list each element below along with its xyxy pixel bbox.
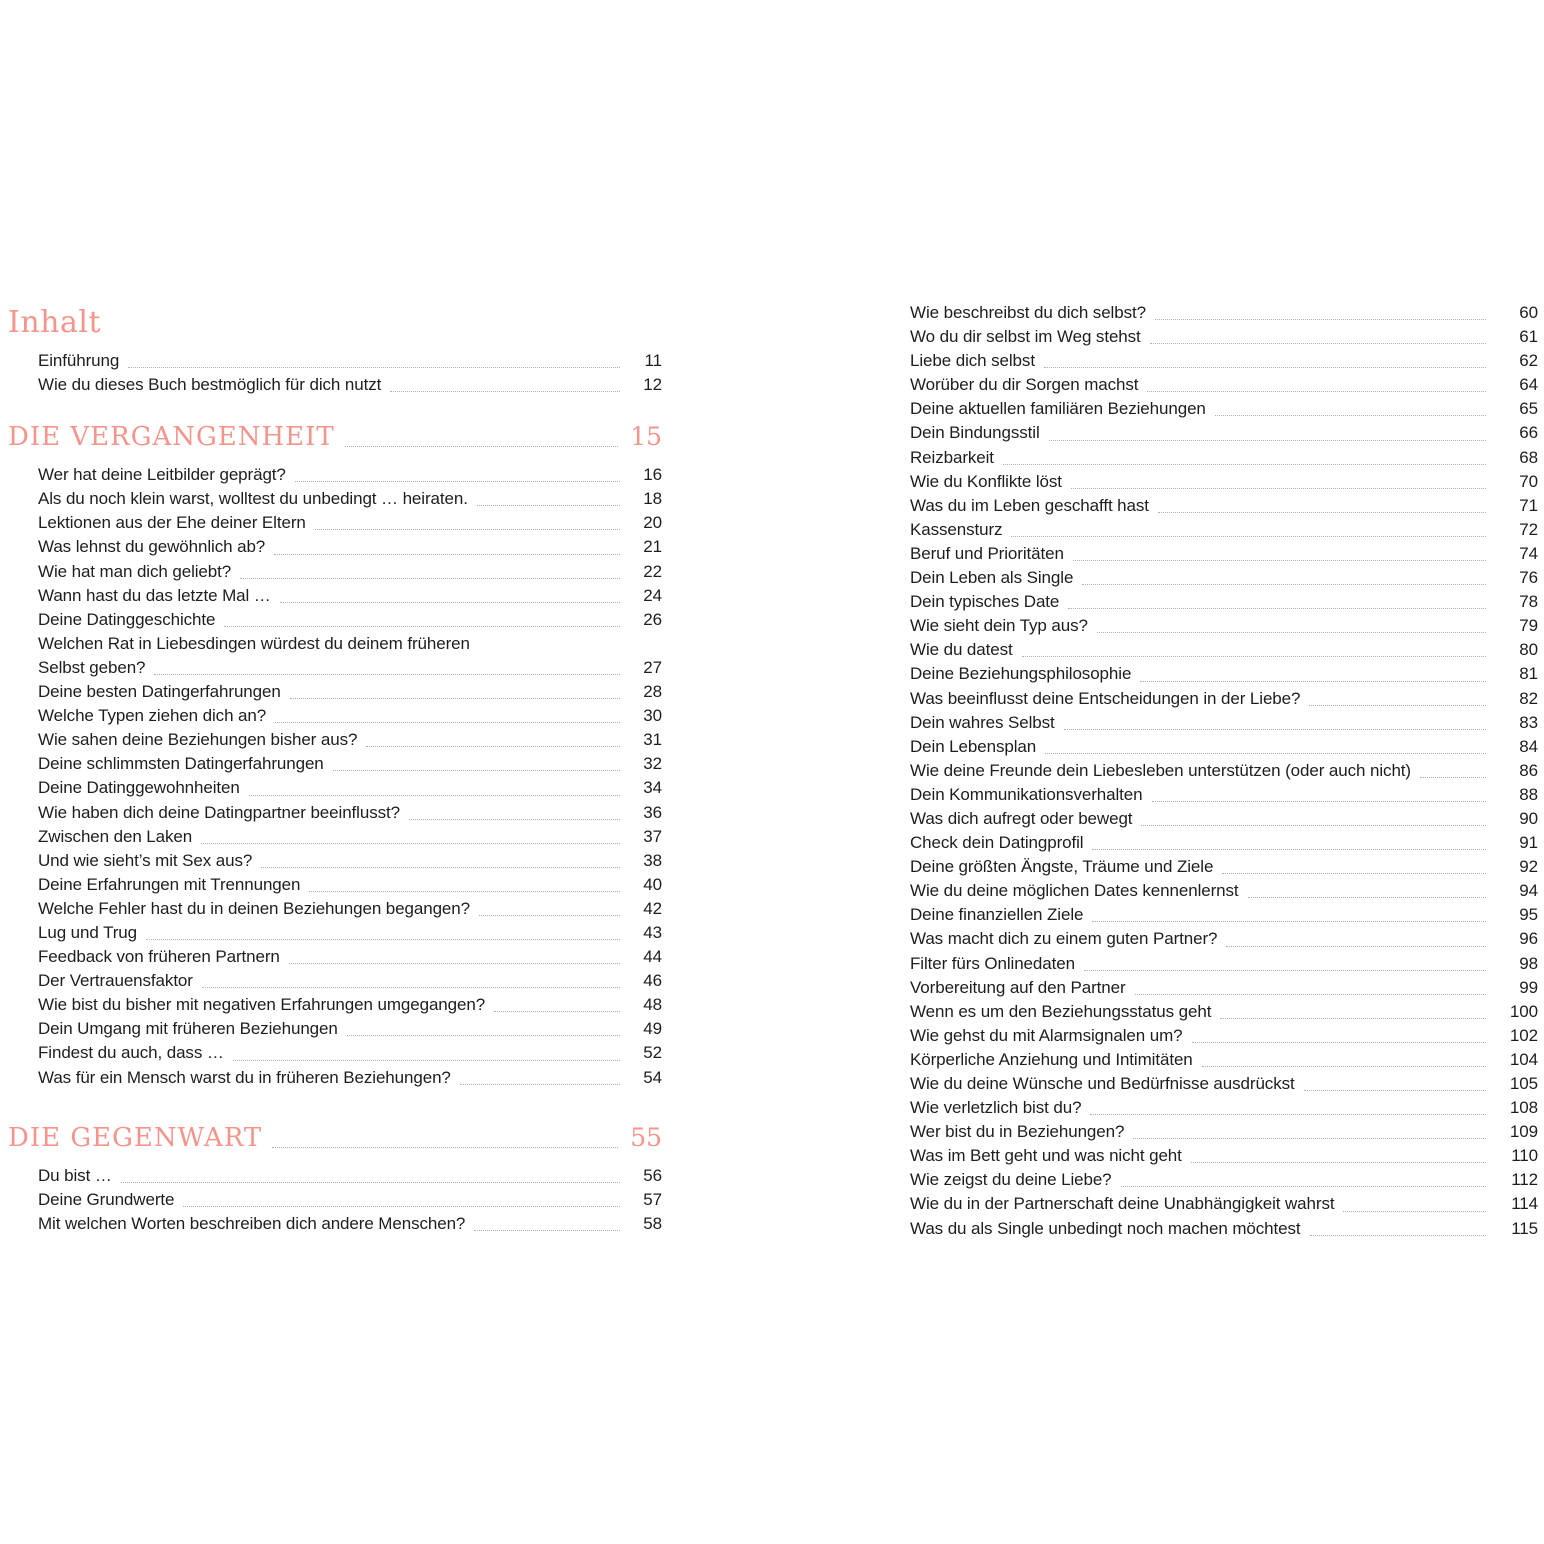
toc-entry-page: 91 bbox=[1519, 833, 1538, 853]
toc-entry-label: Wenn es um den Beziehungsstatus geht bbox=[910, 1001, 1212, 1021]
toc-entry bbox=[38, 728, 662, 752]
dot-leader bbox=[347, 1035, 620, 1036]
toc-entry bbox=[38, 945, 662, 969]
toc-entry-page: 11 bbox=[644, 351, 662, 370]
toc-entry bbox=[38, 535, 662, 559]
toc-entry bbox=[910, 518, 1538, 542]
toc-entry-label: Feedback von früheren Partnern bbox=[38, 947, 280, 967]
toc-entry-page: 104 bbox=[1509, 1049, 1538, 1069]
dot-leader bbox=[1343, 1211, 1486, 1212]
toc-entry-page: 94 bbox=[1519, 881, 1538, 901]
toc-entry-label: Wer hat deine Leitbilder geprägt? bbox=[38, 465, 286, 485]
dot-leader bbox=[315, 529, 620, 530]
toc-entry-page: 24 bbox=[643, 585, 662, 605]
toc-entry-page: 40 bbox=[643, 874, 662, 894]
toc-entry-page: 22 bbox=[643, 561, 662, 581]
toc-entry-page: 70 bbox=[1519, 471, 1538, 491]
toc-entry-label: Welchen Rat in Liebesdingen würdest du deinem früheren bbox=[38, 633, 470, 653]
toc-entry-label: Deine schlimmsten Datingerfahrungen bbox=[38, 754, 324, 774]
dot-leader bbox=[1044, 367, 1486, 368]
dot-leader bbox=[333, 770, 620, 771]
dot-leader bbox=[280, 602, 620, 603]
dot-leader bbox=[202, 987, 620, 988]
dot-leader bbox=[345, 446, 618, 447]
toc-entry-label: Dein Bindungsstil bbox=[910, 423, 1040, 443]
dot-leader bbox=[409, 819, 620, 820]
toc-entry bbox=[38, 1188, 662, 1212]
toc-entry-page: 66 bbox=[1519, 423, 1538, 443]
toc-entry bbox=[910, 807, 1538, 831]
toc-entry-label: Mit welchen Worten beschreiben dich andere Menschen? bbox=[38, 1213, 466, 1233]
dot-leader bbox=[261, 867, 620, 868]
dot-leader bbox=[1068, 608, 1486, 609]
toc-entry-page: 36 bbox=[643, 802, 662, 822]
toc-entry bbox=[910, 470, 1538, 494]
toc-entry bbox=[910, 1217, 1538, 1241]
toc-entry-page: 58 bbox=[643, 1213, 662, 1233]
dot-leader bbox=[1191, 1162, 1486, 1163]
dot-leader bbox=[1090, 1114, 1486, 1115]
toc-entry-label: Deine größten Ängste, Träume und Ziele bbox=[910, 857, 1214, 877]
toc-entry-page: 74 bbox=[1519, 543, 1538, 563]
dot-leader bbox=[290, 698, 620, 699]
dot-leader bbox=[494, 1011, 620, 1012]
toc-entry bbox=[910, 903, 1538, 927]
dot-leader bbox=[477, 505, 620, 506]
toc-entry-label: Selbst geben? bbox=[38, 657, 146, 677]
toc-entry-page: 60 bbox=[1519, 303, 1538, 322]
toc-entry bbox=[38, 373, 662, 397]
toc-entry-page: 32 bbox=[643, 754, 662, 774]
toc-entry-page: 96 bbox=[1519, 929, 1538, 949]
toc-entry-page: 28 bbox=[643, 682, 662, 702]
section-page: 15 bbox=[630, 422, 662, 452]
toc-entry-page: 20 bbox=[643, 513, 662, 533]
dot-leader bbox=[1011, 536, 1486, 537]
toc-entry-label: Vorbereitung auf den Partner bbox=[910, 977, 1126, 997]
toc-entry-page: 81 bbox=[1519, 664, 1538, 684]
toc-entry-label: Filter fürs Onlinedaten bbox=[910, 953, 1075, 973]
toc-entry bbox=[38, 921, 662, 945]
dot-leader bbox=[479, 915, 620, 916]
toc-entry-label: Wie haben dich deine Datingpartner beeinflusst? bbox=[38, 802, 400, 822]
toc-entry bbox=[38, 752, 662, 776]
toc-entry-page: 42 bbox=[643, 898, 662, 918]
dot-leader bbox=[272, 1147, 618, 1148]
dot-leader bbox=[295, 481, 620, 482]
toc-entry-page: 44 bbox=[643, 947, 662, 967]
dot-leader bbox=[1152, 801, 1487, 802]
toc-section-list bbox=[8, 1164, 662, 1236]
toc-entry-page: 76 bbox=[1519, 568, 1538, 588]
dot-leader bbox=[1082, 584, 1486, 585]
toc-entry-label: Wie deine Freunde dein Liebesleben unterstützen (oder auch nicht) bbox=[910, 760, 1411, 780]
toc-entry-page: 49 bbox=[643, 1019, 662, 1039]
toc-entry bbox=[910, 662, 1538, 686]
toc-entry-page: 82 bbox=[1519, 688, 1538, 708]
toc-entry-page: 64 bbox=[1519, 375, 1538, 395]
toc-entry-label: Wie sahen deine Beziehungen bisher aus? bbox=[38, 730, 358, 750]
dot-leader bbox=[275, 722, 620, 723]
dot-leader bbox=[1158, 512, 1486, 513]
dot-leader bbox=[1248, 897, 1486, 898]
toc-entry-page: 62 bbox=[1519, 351, 1538, 371]
toc-entry-label: Einführung bbox=[38, 351, 120, 370]
toc-entry bbox=[38, 463, 662, 487]
toc-entry-page: 12 bbox=[643, 375, 662, 395]
toc-entry-page: 114 bbox=[1511, 1194, 1538, 1214]
toc-entry bbox=[910, 373, 1538, 397]
toc-entry-page: 31 bbox=[643, 730, 662, 750]
dot-leader bbox=[1092, 921, 1486, 922]
toc-section-list bbox=[8, 463, 662, 1089]
toc-entry bbox=[910, 879, 1538, 903]
section-heading: DIE GEGENWART bbox=[8, 1122, 263, 1153]
toc-entry-page: 18 bbox=[643, 489, 662, 509]
toc-entry-label: Was beeinflusst deine Entscheidungen in der Liebe? bbox=[910, 688, 1301, 708]
toc-entry bbox=[910, 1120, 1538, 1144]
toc-entry-label: Wie bist du bisher mit negativen Erfahrungen umgegangen? bbox=[38, 995, 486, 1015]
toc-entry-label: Wie verletzlich bist du? bbox=[910, 1098, 1082, 1118]
dot-leader bbox=[121, 1182, 620, 1183]
toc-entry bbox=[910, 1024, 1538, 1048]
toc-entry-label: Zwischen den Laken bbox=[38, 826, 193, 846]
toc-entry-label: Lug und Trug bbox=[38, 922, 137, 942]
toc-entry-label: Was dich aufregt oder bewegt bbox=[910, 808, 1133, 828]
toc-entry bbox=[38, 849, 662, 873]
toc-entry-page: 57 bbox=[643, 1189, 662, 1209]
toc-entry-page: 83 bbox=[1519, 712, 1538, 732]
toc-entry-page: 90 bbox=[1519, 808, 1538, 828]
toc-entry bbox=[38, 825, 662, 849]
toc-entry-label: Deine Beziehungsphilosophie bbox=[910, 664, 1132, 684]
toc-intro-list bbox=[8, 349, 662, 397]
toc-entry-label: Als du noch klein warst, wolltest du unbedingt … heiraten. bbox=[38, 489, 468, 509]
toc-entry-label: Reizbarkeit bbox=[910, 447, 994, 467]
dot-leader bbox=[460, 1084, 620, 1085]
toc-entry-label: Findest du auch, dass … bbox=[38, 1043, 224, 1063]
toc-entry-label: Deine besten Datingerfahrungen bbox=[38, 682, 281, 702]
dot-leader bbox=[390, 391, 620, 392]
toc-entry-page: 105 bbox=[1509, 1074, 1538, 1093]
toc-entry-page: 21 bbox=[643, 537, 662, 557]
toc-entry-page: 37 bbox=[643, 826, 662, 846]
toc-entry bbox=[38, 1017, 662, 1041]
toc-entry bbox=[910, 614, 1538, 638]
dot-leader bbox=[240, 578, 620, 579]
toc-entry-label: Dein Kommunikationsverhalten bbox=[910, 784, 1143, 804]
toc-entry-label: Deine aktuellen familiären Beziehungen bbox=[910, 399, 1206, 419]
dot-leader bbox=[1226, 946, 1486, 947]
dot-leader bbox=[1121, 1186, 1486, 1187]
toc-entry-label: Wie du deine möglichen Dates kennenlernst bbox=[910, 881, 1239, 901]
dot-leader bbox=[233, 1060, 620, 1061]
toc-entry bbox=[38, 584, 662, 608]
toc-entry-page: 110 bbox=[1511, 1146, 1538, 1166]
toc-entry-label: Der Vertrauensfaktor bbox=[38, 971, 193, 991]
section-heading-row bbox=[8, 418, 662, 456]
toc-entry-label: Deine Datinggeschichte bbox=[38, 609, 216, 629]
toc-entry-page: 61 bbox=[1519, 327, 1538, 347]
toc-entry bbox=[910, 638, 1538, 662]
toc-entry-label: Was lehnst du gewöhnlich ab? bbox=[38, 537, 266, 557]
toc-left-page bbox=[8, 306, 662, 1236]
toc-entry-label: Deine Erfahrungen mit Trennungen bbox=[38, 874, 301, 894]
toc-entry-label: Was du als Single unbedingt noch machen möchtest bbox=[910, 1218, 1301, 1238]
toc-entry bbox=[910, 301, 1538, 325]
toc-entry bbox=[910, 927, 1538, 951]
dot-leader bbox=[366, 746, 620, 747]
toc-entry bbox=[38, 487, 662, 511]
toc-entry-label: Beruf und Prioritäten bbox=[910, 543, 1064, 563]
toc-entry-label: Kassensturz bbox=[910, 519, 1003, 539]
dot-leader bbox=[1133, 1138, 1486, 1139]
toc-entry bbox=[38, 349, 662, 373]
toc-entry-page: 68 bbox=[1519, 447, 1538, 467]
toc-entry bbox=[38, 632, 662, 656]
toc-entry-page: 72 bbox=[1519, 519, 1538, 539]
toc-entry-label: Wie du deine Wünsche und Bedürfnisse ausdrückst bbox=[910, 1074, 1295, 1093]
toc-entry bbox=[910, 566, 1538, 590]
toc-entry-label: Wie du datest bbox=[910, 640, 1013, 660]
toc-entry-label: Wie zeigst du deine Liebe? bbox=[910, 1170, 1112, 1190]
toc-entry-page: 92 bbox=[1519, 857, 1538, 877]
toc-entry-page: 78 bbox=[1519, 592, 1538, 612]
toc-entry bbox=[38, 969, 662, 993]
toc-entry-page: 56 bbox=[643, 1165, 662, 1185]
dot-leader bbox=[1147, 391, 1486, 392]
dot-leader bbox=[1150, 343, 1486, 344]
toc-section-present bbox=[8, 1119, 662, 1236]
dot-leader bbox=[289, 963, 620, 964]
toc-entry-label: Liebe dich selbst bbox=[910, 351, 1035, 371]
toc-entry-label: Was macht dich zu einem guten Partner? bbox=[910, 929, 1218, 949]
toc-entry bbox=[910, 1000, 1538, 1024]
toc-entry bbox=[910, 831, 1538, 855]
toc-entry bbox=[910, 590, 1538, 614]
toc-entry-label: Wie du in der Partnerschaft deine Unabhängigkeit wahrst bbox=[910, 1194, 1335, 1214]
dot-leader bbox=[224, 626, 620, 627]
toc-entry-page: 102 bbox=[1509, 1025, 1538, 1045]
toc-entry-page: 79 bbox=[1519, 616, 1538, 636]
dot-leader bbox=[154, 674, 620, 675]
toc-entry-page: 108 bbox=[1509, 1098, 1538, 1118]
toc-entry bbox=[38, 1066, 662, 1090]
toc-entry-label: Deine Datinggewohnheiten bbox=[38, 778, 240, 798]
dot-leader bbox=[309, 891, 620, 892]
toc-entry-page: 100 bbox=[1509, 1001, 1538, 1021]
toc-entry-page: 99 bbox=[1519, 977, 1538, 997]
toc-entry bbox=[910, 976, 1538, 1000]
toc-entry bbox=[38, 680, 662, 704]
toc-entry bbox=[910, 1144, 1538, 1168]
toc-entry bbox=[38, 560, 662, 584]
toc-entry-label: Dein wahres Selbst bbox=[910, 712, 1055, 732]
toc-entry bbox=[38, 656, 662, 680]
dot-leader bbox=[1420, 777, 1486, 778]
toc-entry-label: Was du im Leben geschafft hast bbox=[910, 495, 1149, 515]
section-page: 55 bbox=[630, 1122, 662, 1152]
toc-entry-label: Deine finanziellen Ziele bbox=[910, 905, 1084, 925]
toc-entry-page: 52 bbox=[643, 1043, 662, 1063]
toc-entry-page: 43 bbox=[643, 922, 662, 942]
dot-leader bbox=[1202, 1066, 1486, 1067]
toc-entry bbox=[38, 801, 662, 825]
toc-entry-label: Dein Lebensplan bbox=[910, 736, 1037, 756]
toc-entry-label: Lektionen aus der Ehe deiner Eltern bbox=[38, 513, 306, 533]
toc-entry-page: 80 bbox=[1519, 640, 1538, 660]
dot-leader bbox=[146, 939, 620, 940]
dot-leader bbox=[1045, 753, 1486, 754]
toc-entry bbox=[910, 735, 1538, 759]
toc-entry-label: Welche Fehler hast du in deinen Beziehungen begangen? bbox=[38, 898, 470, 918]
toc-entry-label: Was für ein Mensch warst du in früheren Beziehungen? bbox=[38, 1067, 451, 1087]
toc-entry-page: 48 bbox=[643, 995, 662, 1015]
toc-entry-page: 30 bbox=[643, 706, 662, 726]
toc-entry-page: 34 bbox=[643, 778, 662, 798]
toc-entry bbox=[910, 325, 1538, 349]
toc-entry-label: Wie beschreibst du dich selbst? bbox=[910, 303, 1146, 322]
toc-entry-page: 112 bbox=[1511, 1170, 1538, 1190]
dot-leader bbox=[1192, 1042, 1486, 1043]
toc-entry-page: 54 bbox=[643, 1067, 662, 1087]
dot-leader bbox=[249, 795, 620, 796]
toc-entry bbox=[910, 759, 1538, 783]
toc-entry bbox=[910, 952, 1538, 976]
dot-leader bbox=[1064, 729, 1486, 730]
toc-entry bbox=[910, 711, 1538, 735]
toc-entry bbox=[910, 349, 1538, 373]
toc-entry-label: Dein typisches Date bbox=[910, 592, 1060, 612]
toc-entry-label: Wo du dir selbst im Weg stehst bbox=[910, 327, 1141, 347]
dot-leader bbox=[1003, 464, 1486, 465]
toc-entry-page: 115 bbox=[1511, 1218, 1538, 1238]
toc-entry-page: 109 bbox=[1509, 1122, 1538, 1142]
toc-entry-label: Deine Grundwerte bbox=[38, 1189, 175, 1209]
toc-entry-label: Und wie sieht’s mit Sex aus? bbox=[38, 850, 253, 870]
toc-entry-page: 84 bbox=[1519, 736, 1538, 756]
toc-entry bbox=[38, 608, 662, 632]
toc-entry-page: 26 bbox=[643, 609, 662, 629]
toc-entry-label: Wann hast du das letzte Mal … bbox=[38, 585, 271, 605]
toc-entry bbox=[38, 993, 662, 1017]
toc-entry bbox=[910, 687, 1538, 711]
toc-entry-label: Was im Bett geht und was nicht geht bbox=[910, 1146, 1182, 1166]
toc-entry bbox=[910, 494, 1538, 518]
toc-entry-page: 88 bbox=[1519, 784, 1538, 804]
dot-leader bbox=[274, 554, 620, 555]
dot-leader bbox=[1073, 560, 1486, 561]
toc-title: Inhalt bbox=[8, 305, 102, 340]
toc-entry-label: Wie sieht dein Typ aus? bbox=[910, 616, 1088, 636]
toc-entry-page: 27 bbox=[643, 657, 662, 677]
toc-entry-label: Dein Umgang mit früheren Beziehungen bbox=[38, 1019, 338, 1039]
toc-entry bbox=[910, 855, 1538, 879]
toc-entry-page: 86 bbox=[1519, 760, 1538, 780]
toc-entry-page: 46 bbox=[643, 971, 662, 991]
toc-entry bbox=[910, 1048, 1538, 1072]
toc-entry bbox=[910, 542, 1538, 566]
toc-entry bbox=[910, 1096, 1538, 1120]
dot-leader bbox=[201, 843, 620, 844]
dot-leader bbox=[183, 1206, 620, 1207]
toc-entry-label: Wer bist du in Beziehungen? bbox=[910, 1122, 1125, 1142]
toc-entry-label: Wie hat man dich geliebt? bbox=[38, 561, 232, 581]
toc-entry bbox=[38, 1212, 662, 1236]
dot-leader bbox=[128, 367, 620, 368]
toc-entry-label: Check dein Datingprofil bbox=[910, 833, 1084, 853]
toc-entry bbox=[910, 421, 1538, 445]
dot-leader bbox=[1084, 970, 1486, 971]
toc-entry bbox=[910, 1072, 1538, 1096]
toc-entry-page: 65 bbox=[1519, 399, 1538, 419]
dot-leader bbox=[1220, 1018, 1486, 1019]
toc-entry bbox=[38, 1164, 662, 1188]
toc-entry-label: Du bist … bbox=[38, 1165, 112, 1185]
toc-entry bbox=[38, 897, 662, 921]
dot-leader bbox=[474, 1230, 620, 1231]
toc-entry-label: Wie du Konflikte löst bbox=[910, 471, 1062, 491]
toc-entry bbox=[910, 446, 1538, 470]
toc-entry bbox=[38, 1041, 662, 1065]
dot-leader bbox=[1309, 705, 1486, 706]
toc-entry-label: Welche Typen ziehen dich an? bbox=[38, 706, 267, 726]
toc-entry-label: Körperliche Anziehung und Intimitäten bbox=[910, 1049, 1193, 1069]
toc-entry bbox=[910, 1192, 1538, 1216]
toc-right-page bbox=[910, 301, 1538, 1241]
toc-entry-page: 98 bbox=[1519, 953, 1538, 973]
dot-leader bbox=[1155, 319, 1486, 320]
toc-entry bbox=[38, 704, 662, 728]
toc-entry bbox=[910, 783, 1538, 807]
dot-leader bbox=[1092, 849, 1486, 850]
toc-entry bbox=[910, 1168, 1538, 1192]
dot-leader bbox=[1215, 415, 1486, 416]
dot-leader bbox=[1140, 681, 1486, 682]
dot-leader bbox=[1304, 1090, 1486, 1091]
toc-entry bbox=[38, 511, 662, 535]
dot-leader bbox=[1071, 488, 1486, 489]
toc-entry-page: 71 bbox=[1519, 495, 1538, 515]
dot-leader bbox=[1310, 1235, 1486, 1236]
dot-leader bbox=[1141, 825, 1486, 826]
toc-entry bbox=[38, 873, 662, 897]
toc-entry-page: 38 bbox=[643, 850, 662, 870]
dot-leader bbox=[1049, 440, 1486, 441]
toc-section-past bbox=[8, 418, 662, 1089]
toc-entry-label: Dein Leben als Single bbox=[910, 568, 1074, 588]
toc-right-list bbox=[910, 301, 1538, 1241]
dot-leader bbox=[1022, 656, 1486, 657]
toc-entry bbox=[910, 397, 1538, 421]
dot-leader bbox=[1222, 873, 1486, 874]
toc-entry-page: 16 bbox=[643, 465, 662, 485]
section-heading-row bbox=[8, 1119, 662, 1157]
section-heading: DIE VERGANGENHEIT bbox=[8, 422, 335, 453]
toc-entry-page: 95 bbox=[1519, 905, 1538, 925]
dot-leader bbox=[1135, 994, 1486, 995]
toc-entry bbox=[38, 776, 662, 800]
toc-entry-label: Wie du dieses Buch bestmöglich für dich nutzt bbox=[38, 375, 382, 395]
toc-entry-label: Worüber du dir Sorgen machst bbox=[910, 375, 1139, 395]
dot-leader bbox=[1097, 632, 1486, 633]
toc-entry-label: Wie gehst du mit Alarmsignalen um? bbox=[910, 1025, 1183, 1045]
